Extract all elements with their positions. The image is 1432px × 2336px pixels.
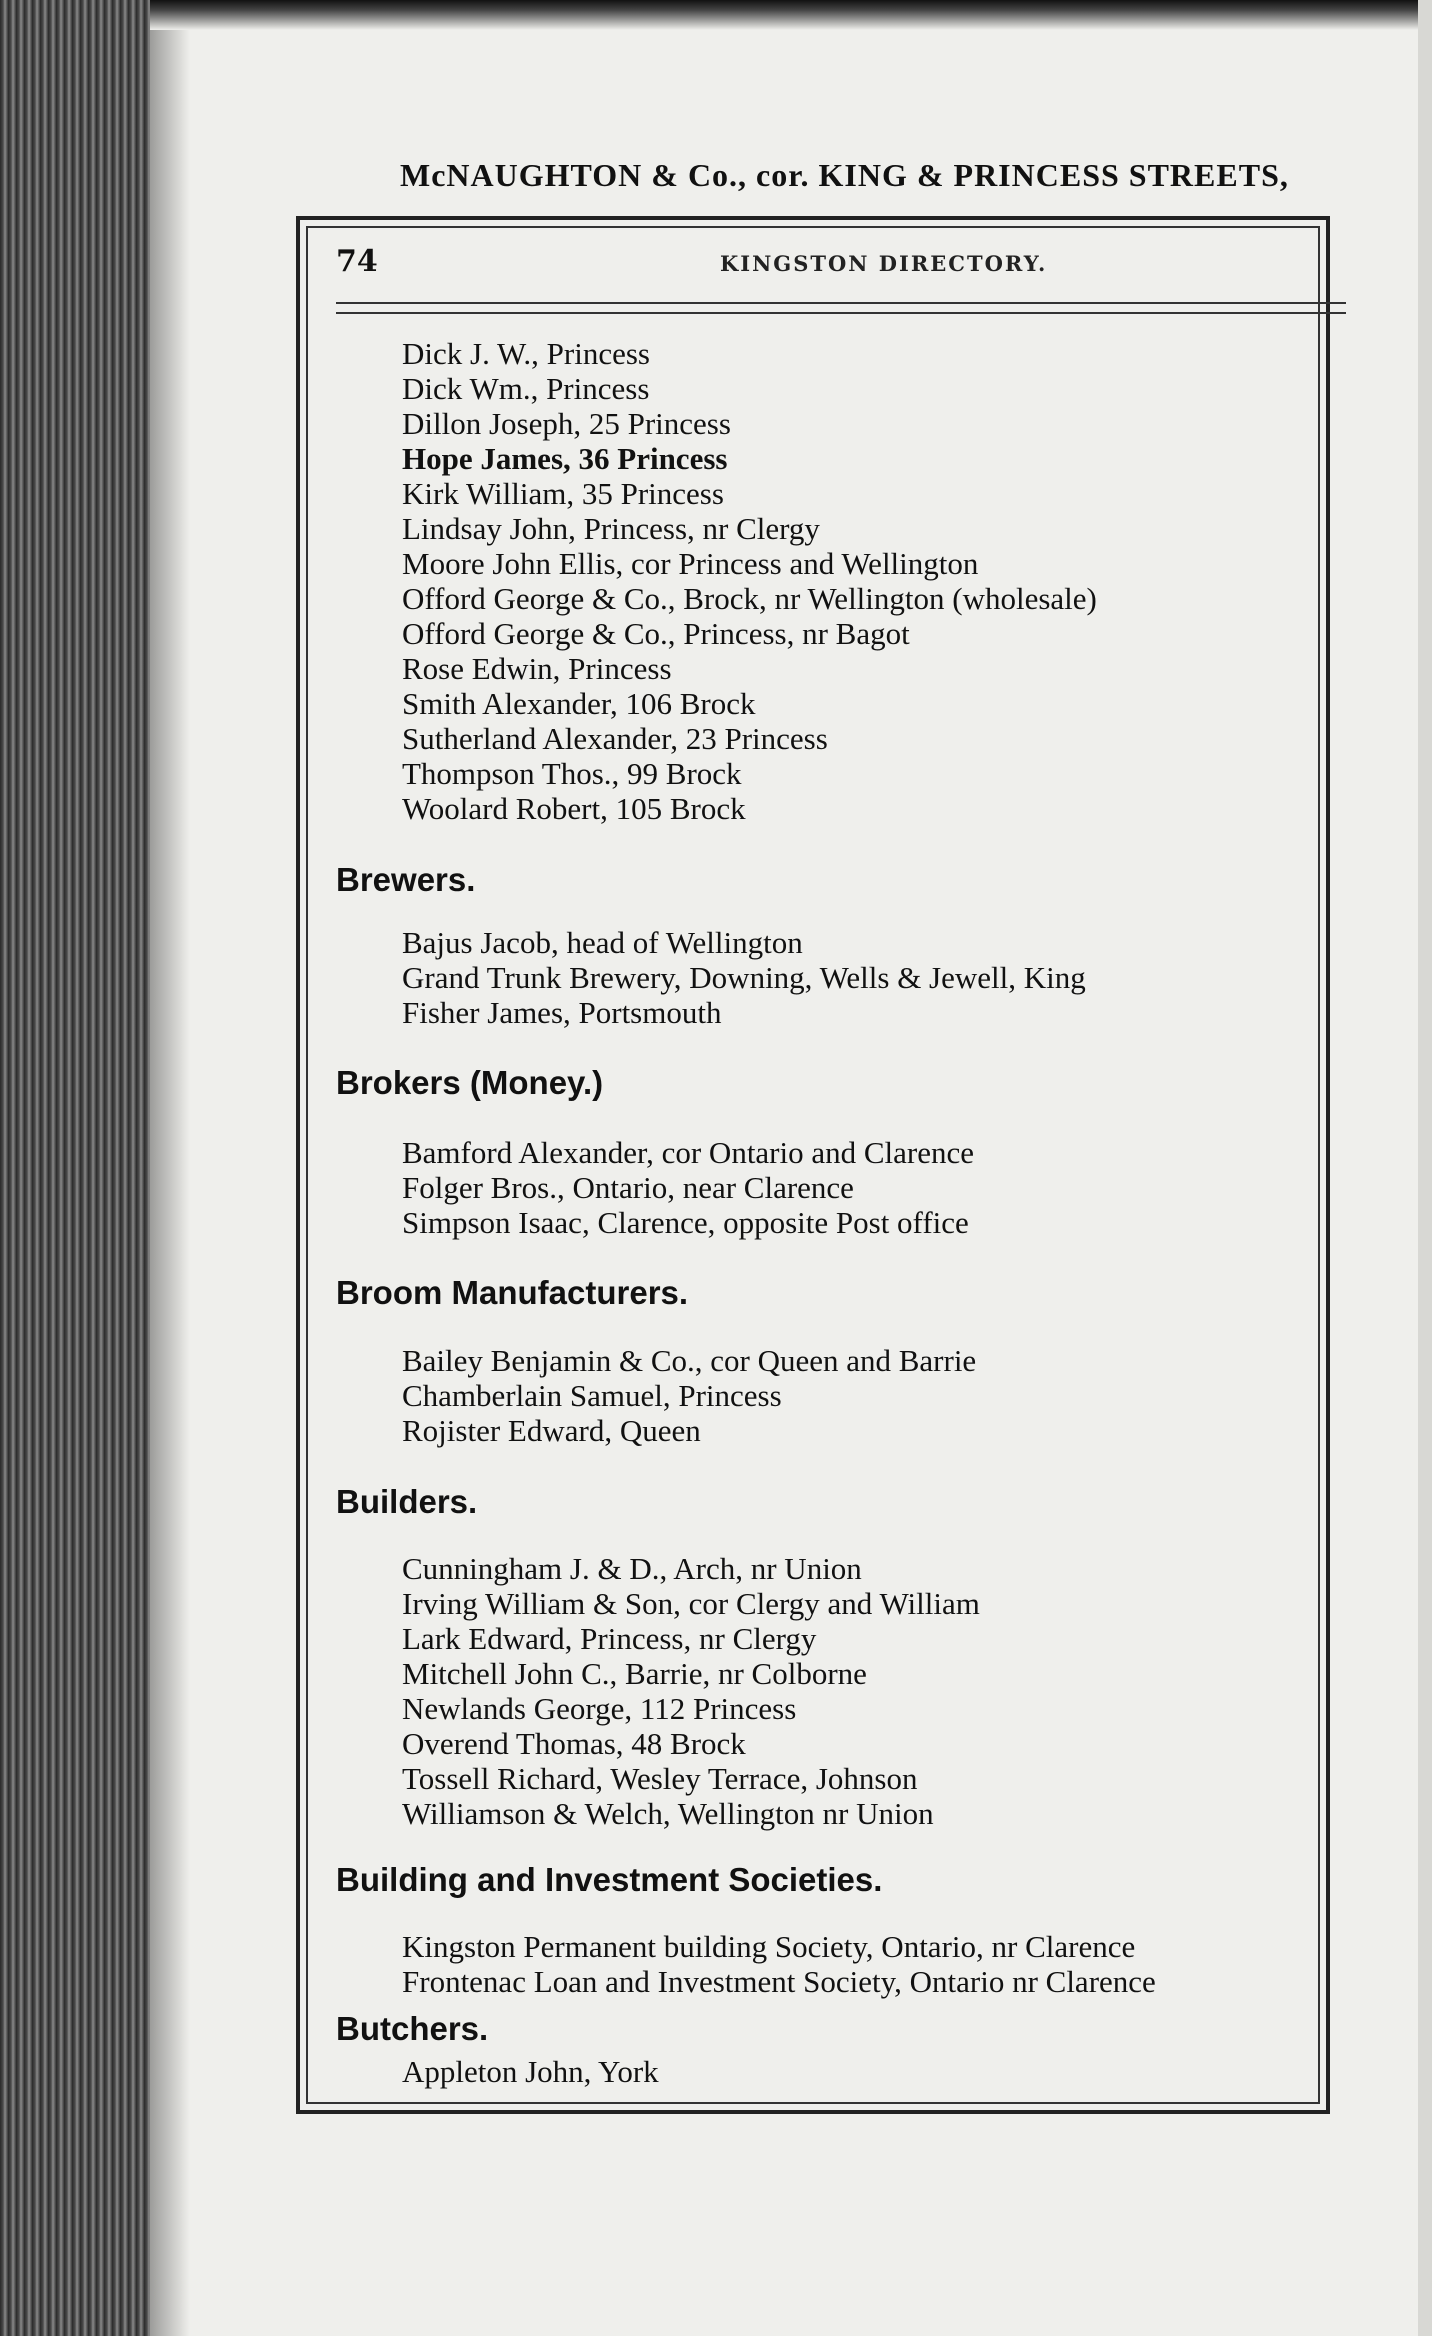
section-title: Building and Investment Societies. [336, 1861, 883, 1898]
directory-entry: Dick Wm., Princess [402, 371, 650, 406]
directory-entry: Cunningham J. & D., Arch, nr Union [402, 1551, 862, 1586]
directory-entry: Bailey Benjamin & Co., cor Queen and Barrie [402, 1343, 977, 1378]
directory-entry: Tossell Richard, Wesley Terrace, Johnson [402, 1761, 918, 1796]
binding-shadow [150, 0, 190, 2336]
directory-entry: Thompson Thos., 99 Brock [402, 756, 742, 791]
directory-entry: Kirk William, 35 Princess [402, 476, 724, 511]
directory-entry: Offord George & Co., Brock, nr Wellington (wholesale) [402, 581, 1097, 616]
directory-entry: Woolard Robert, 105 Brock [402, 791, 746, 826]
directory-entry: Bamford Alexander, cor Ontario and Clarence [402, 1135, 975, 1170]
section-title: Butchers. [336, 2010, 489, 2047]
directory-entry: Bajus Jacob, head of Wellington [402, 925, 803, 960]
directory-entry: Dillon Joseph, 25 Princess [402, 406, 731, 441]
directory-entry: Sutherland Alexander, 23 Princess [402, 721, 828, 756]
directory-entry: Grand Trunk Brewery, Downing, Wells & Jewell, King [402, 960, 1086, 995]
directory-entry: Hope James, 36 Princess [402, 441, 728, 476]
page-number: 74 [336, 244, 378, 279]
directory-entry: Lark Edward, Princess, nr Clergy [402, 1621, 817, 1656]
header-rule [336, 312, 1346, 314]
page-right-edge [1418, 0, 1432, 2336]
directory-entry: Rojister Edward, Queen [402, 1413, 701, 1448]
directory-entry: Dick J. W., Princess [402, 336, 650, 371]
page-heading: KINGSTON DIRECTORY. [720, 251, 1048, 276]
directory-entry: Smith Alexander, 106 Brock [402, 686, 756, 721]
directory-entry: Chamberlain Samuel, Princess [402, 1378, 782, 1413]
directory-entry: Overend Thomas, 48 Brock [402, 1726, 746, 1761]
section-title: Brokers (Money.) [336, 1064, 604, 1101]
directory-entry: Rose Edwin, Princess [402, 651, 672, 686]
section-title: Brewers. [336, 861, 476, 898]
section-title: Builders. [336, 1483, 478, 1520]
directory-entry: Frontenac Loan and Investment Society, Ontario nr Clarence [402, 1964, 1156, 1999]
directory-entry: Irving William & Son, cor Clergy and William [402, 1586, 980, 1621]
directory-entry: Lindsay John, Princess, nr Clergy [402, 511, 820, 546]
running-head: McNAUGHTON & Co., cor. KING & PRINCESS STREETS, [400, 157, 1289, 193]
directory-entry: Folger Bros., Ontario, near Clarence [402, 1170, 854, 1205]
directory-entry: Moore John Ellis, cor Princess and Wellington [402, 546, 979, 581]
header-rule [336, 302, 1346, 304]
page-top-edge [150, 0, 1432, 30]
book-binding [0, 0, 150, 2336]
directory-entry: Offord George & Co., Princess, nr Bagot [402, 616, 910, 651]
directory-entry: Simpson Isaac, Clarence, opposite Post office [402, 1205, 969, 1240]
directory-entry: Kingston Permanent building Society, Ontario, nr Clarence [402, 1929, 1136, 1964]
directory-entry: Appleton John, York [402, 2054, 659, 2089]
directory-entry: Newlands George, 112 Princess [402, 1691, 797, 1726]
section-title: Broom Manufacturers. [336, 1274, 689, 1311]
directory-entry: Fisher James, Portsmouth [402, 995, 722, 1030]
directory-entry: Williamson & Welch, Wellington nr Union [402, 1796, 934, 1831]
directory-entry: Mitchell John C., Barrie, nr Colborne [402, 1656, 867, 1691]
